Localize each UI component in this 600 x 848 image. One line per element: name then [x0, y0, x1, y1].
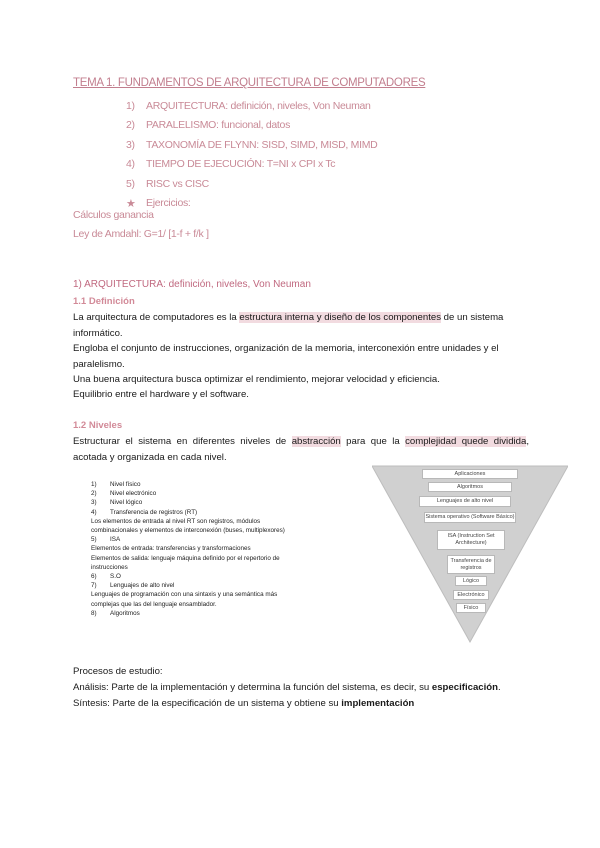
star-icon: ★: [126, 197, 136, 210]
document-title: TEMA 1. FUNDAMENTOS DE ARQUITECTURA DE COMPUTADORES: [73, 77, 426, 89]
toc-item: [126, 174, 377, 194]
pyramid-level-box: Lenguajes de alto nivel: [419, 496, 511, 507]
toc-item: [126, 155, 377, 175]
toc-item: [126, 96, 377, 116]
level-number: 1): [91, 481, 97, 488]
levels-text: para que la: [340, 436, 406, 447]
toc-label: Ejercicios:: [146, 197, 191, 210]
level-label: S.O: [110, 573, 121, 581]
list-item: [91, 480, 285, 489]
processes-section: [73, 664, 501, 712]
list-item: [91, 508, 285, 517]
level-number: 5): [91, 536, 97, 544]
level-number: 4): [91, 508, 97, 516]
definition-text: de un sistema informático.: [73, 312, 504, 339]
section-title: 1) ARQUITECTURA: definición, niveles, Von Neuman: [73, 279, 311, 290]
level-detail: instrucciones: [91, 563, 128, 571]
balance-paragraph: Equilibrio entre el hardware y el software.: [73, 389, 249, 400]
toc-item: [126, 194, 377, 214]
pyramid-level-box: Electrónico: [453, 590, 489, 600]
level-number: 6): [91, 573, 97, 581]
analysis-keyword: especificación: [431, 682, 499, 693]
list-item: [91, 572, 285, 581]
toc-marker: 4): [126, 158, 135, 171]
level-detail: complejas que las del lenguaje ensamblador.: [91, 600, 217, 608]
levels-text: Estructurar el sistema en diferentes niveles de: [73, 436, 292, 447]
synthesis-text: Síntesis: Parte de la especificación de un sistema y obtiene su: [73, 698, 342, 709]
highlight: abstracción: [291, 436, 341, 447]
analysis-end: .: [498, 682, 501, 693]
level-detail: Los elementos de entrada al nivel RT son registros, módulos: [91, 517, 261, 525]
pyramid-level-box: Transferencia de registros: [447, 555, 495, 574]
pyramid-level-box: Algoritmos: [428, 482, 512, 492]
list-item: [91, 489, 285, 498]
analysis-line: [73, 680, 501, 696]
toc-marker: 1): [126, 99, 135, 112]
pyramid-level-box: ISA (Instruction Set Architecture): [437, 530, 505, 550]
pyramid-level-box: Aplicaciones: [422, 469, 518, 479]
toc-item: [126, 116, 377, 136]
level-detail: combinacionales y elementos de interconexión (buses, multiplexores): [91, 527, 285, 535]
level-label: Nivel electrónico: [110, 490, 157, 498]
toc-item: [126, 135, 377, 155]
levels-list: [91, 480, 285, 618]
toc-label: ARQUITECTURA: definición, niveles, Von Neuman: [146, 99, 371, 112]
levels-pyramid-diagram: [372, 464, 568, 644]
analysis-text: Análisis: Parte de la implementación y determina la función del sistema, es decir, su: [73, 682, 432, 693]
toc-marker: 2): [126, 119, 135, 132]
level-detail: Elementos de salida: lenguaje máquina definido por el repertorio de: [91, 554, 280, 562]
toc-label: TIEMPO DE EJECUCIÓN: T=NI x CPI x Tc: [146, 158, 336, 171]
pyramid-level-box: Sistema operativo (Software Básico): [424, 512, 516, 523]
processes-title: Procesos de estudio:: [73, 666, 163, 677]
level-label: Nivel lógico: [110, 499, 143, 507]
highlight: estructura interna y diseño de los componentes: [239, 312, 441, 323]
subsection-definition-title: 1.1 Definición: [73, 296, 135, 307]
table-of-contents: [126, 96, 377, 213]
toc-marker: 3): [126, 138, 135, 151]
level-label: Algoritmos: [110, 609, 140, 617]
level-label: ISA: [110, 536, 121, 544]
calc-heading: Cálculos ganancia: [73, 209, 154, 221]
engloba-paragraph: Engloba el conjunto de instrucciones, organización de la memoria, interconexión entre unidades y el paralelismo.: [73, 343, 499, 370]
list-item: [91, 498, 285, 507]
levels-paragraph: [73, 434, 529, 465]
level-number: 7): [91, 582, 97, 590]
level-number: 8): [91, 609, 97, 617]
definition-text: La arquitectura de computadores es la: [73, 312, 240, 323]
level-number: 3): [91, 499, 97, 507]
level-label: Nivel físico: [110, 481, 141, 488]
optimize-paragraph: Una buena arquitectura busca optimizar el rendimiento, mejorar velocidad y eficiencia.: [73, 374, 440, 385]
toc-label: PARALELISMO: funcional, datos: [146, 119, 291, 132]
level-detail: Elementos de entrada: transferencias y transformaciones: [91, 545, 251, 553]
synthesis-keyword: implementación: [341, 698, 415, 709]
list-item: [91, 609, 285, 618]
list-item: [91, 581, 285, 590]
level-number: 2): [91, 490, 97, 498]
level-label: Lenguajes de alto nivel: [110, 582, 175, 590]
level-label: Transferencia de registros (RT): [110, 508, 198, 516]
pyramid-level-box: Físico: [456, 603, 486, 613]
highlight: complejidad quede dividida: [405, 436, 527, 447]
toc-label: RISC vs CISC: [146, 177, 209, 190]
list-item: [91, 535, 285, 544]
subsection-levels-title: 1.2 Niveles: [73, 420, 123, 431]
definition-paragraph: [73, 310, 529, 341]
amdahl-formula: Ley de Amdahl: G=1/ [1-f + f/k ]: [73, 228, 209, 240]
levels-text: , acotada y organizada en cada nivel.: [73, 436, 530, 463]
level-detail: Lenguajes de programación con una sintaxis y una semántica más: [91, 591, 278, 599]
toc-label: TAXONOMÍA DE FLYNN: SISD, SIMD, MISD, MIMD: [146, 138, 378, 151]
pyramid-level-box: Lógico: [455, 576, 487, 586]
synthesis-line: [73, 696, 501, 712]
toc-marker: 5): [126, 177, 135, 190]
